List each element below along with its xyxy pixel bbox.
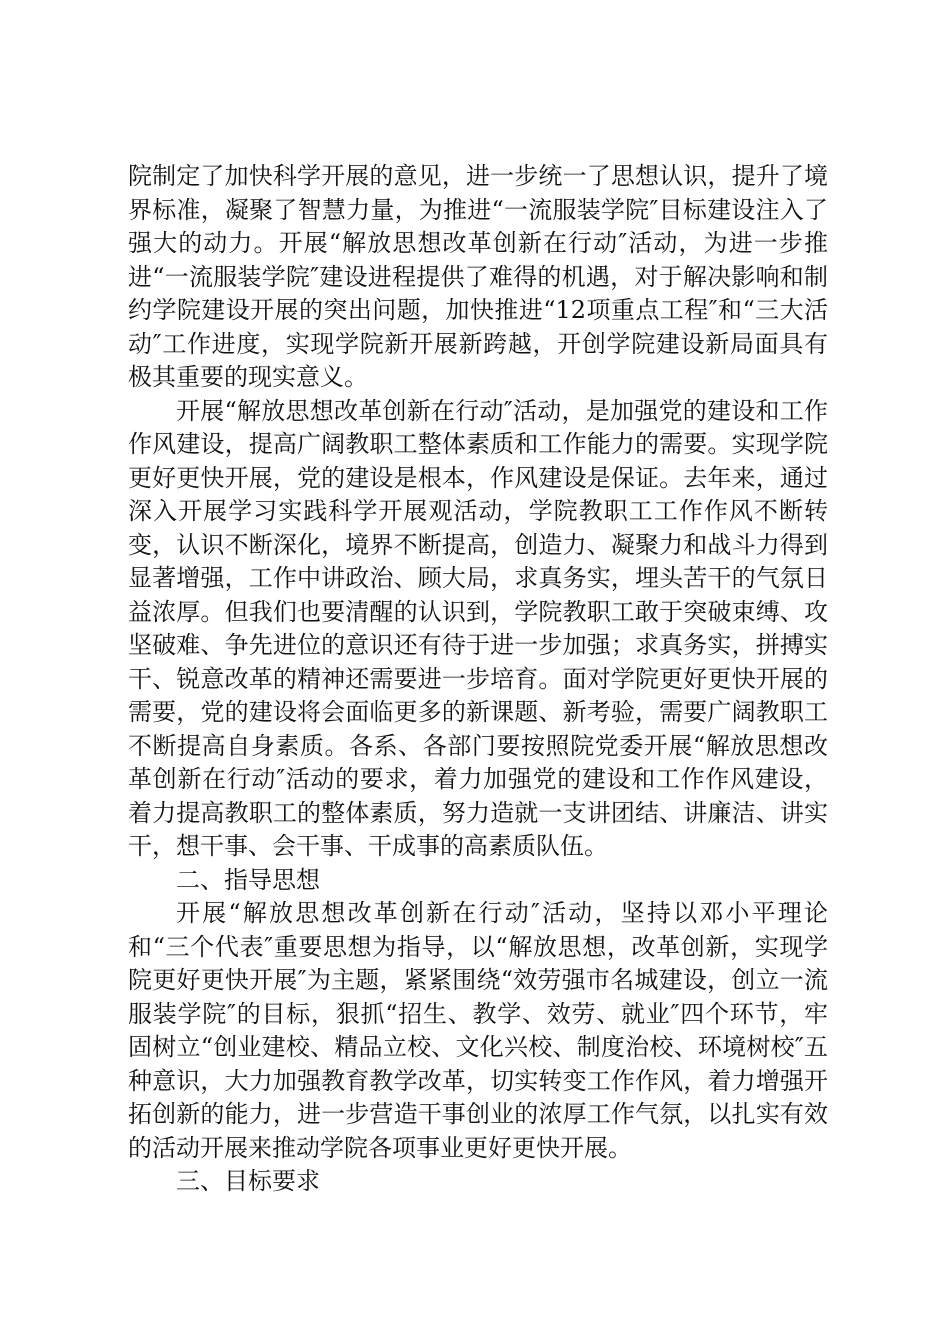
paragraph-continued: 院制定了加快科学开展的意见，进一步统一了思想认识，提升了境界标准，凝聚了智慧力量，为推进“一流服装学院″目标建设注入了强大的动力。开展“解放思想改革创新在行动″活动，为进一步推进“一流服装学院″建设进程提供了难得的机遇，对于解决影响和制约学院建设开展的突出问题，加快推进“12项重点工程″和“三大活动″工作进度，实现学院新开展新跨越，开创学院建设新局面具有极其重要的现实意义。: [128, 162, 828, 391]
section-heading-guiding-ideology: 二、指导思想: [176, 865, 320, 894]
paragraph-guiding-ideology: 开展“解放思想改革创新在行动″活动，坚持以邓小平理论和“三个代表″重要思想为指导，以“解放思想，改革创新，实现学院更好更快开展″为主题，紧紧围绕“效劳强市名城建设，创立一流服装学院″的目标，狠抓“招生、教学、效劳、就业″四个环节，牢固树立“创业建校、精品立校、文化兴校、制度治校、环境树校″五种意识，大力加强教育教学改革，切实转变工作作风，着力增强开拓创新的能力，进一步营造干事创业的浓厚工作气氛，以扎实有效的活动开展来推动学院各项事业更好更快开展。: [128, 899, 828, 1162]
section-heading-goals: 三、目标要求: [176, 1167, 320, 1195]
paragraph-party-building: 开展“解放思想改革创新在行动″活动，是加强党的建设和工作作风建设，提高广阔教职工整体素质和工作能力的需要。实现学院更好更快开展，党的建设是根本，作风建设是保证。去年来，通过深入开展学习实践科学开展观活动，学院教职工工作作风不断转变，认识不断深化，境界不断提高，创造力、凝聚力和战斗力得到显著增强，工作中讲政治、顾大局，求真务实，埋头苦干的气氛日益浓厚。但我们也要清醒的认识到，学院教职工敢于突破束缚、攻坚破难、争先进位的意识还有待于进一步加强；求真务实，拼搏实干、锐意改革的精神还需要进一步培育。面对学院更好更快开展的需要，党的建设将会面临更多的新课题、新考验，需要广阔教职工不断提高自身素质。各系、各部门要按照院党委开展“解放思想改革创新在行动″活动的要求，着力加强党的建设和工作作风建设，着力提高教职工的整体素质，努力造就一支讲团结、讲廉洁、讲实干，想干事、会干事、干成事的高素质队伍。: [128, 396, 828, 860]
document-body: [128, 160, 828, 1199]
